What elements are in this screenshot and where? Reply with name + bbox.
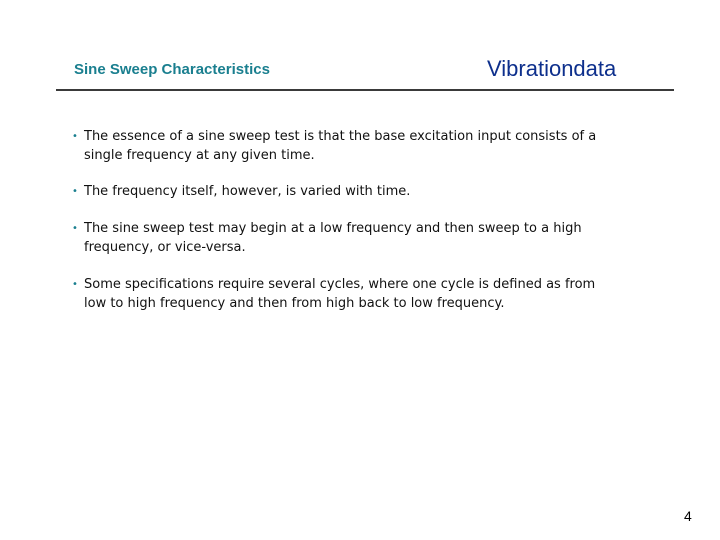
bullet-icon: • (72, 223, 78, 234)
bullet-text-2: The frequency itself, however, is varied with time. (84, 184, 411, 199)
bullet-item-1 (70, 127, 610, 165)
header-divider (56, 89, 674, 91)
bullet-item-3 (70, 219, 610, 257)
bullet-item-2 (70, 182, 610, 201)
bullet-list (70, 127, 610, 330)
bullet-text-1: The essence of a sine sweep test is that the base excitation input consists of a single frequency at any given time. (84, 129, 597, 163)
bullet-text-3: The sine sweep test may begin at a low frequency and then sweep to a high frequency, or vice-versa. (84, 221, 582, 255)
bullet-icon: • (72, 186, 78, 197)
bullet-icon: • (72, 279, 78, 290)
slide-title: Sine Sweep Characteristics (74, 61, 270, 78)
bullet-icon: • (72, 131, 78, 142)
page-number: 4 (684, 508, 692, 524)
brand-name: Vibrationdata (487, 56, 617, 81)
bullet-text-4: Some specifications require several cycles, where one cycle is defined as from low to high frequency and then from high back to low frequency. (84, 277, 596, 311)
bullet-item-4 (70, 275, 610, 313)
